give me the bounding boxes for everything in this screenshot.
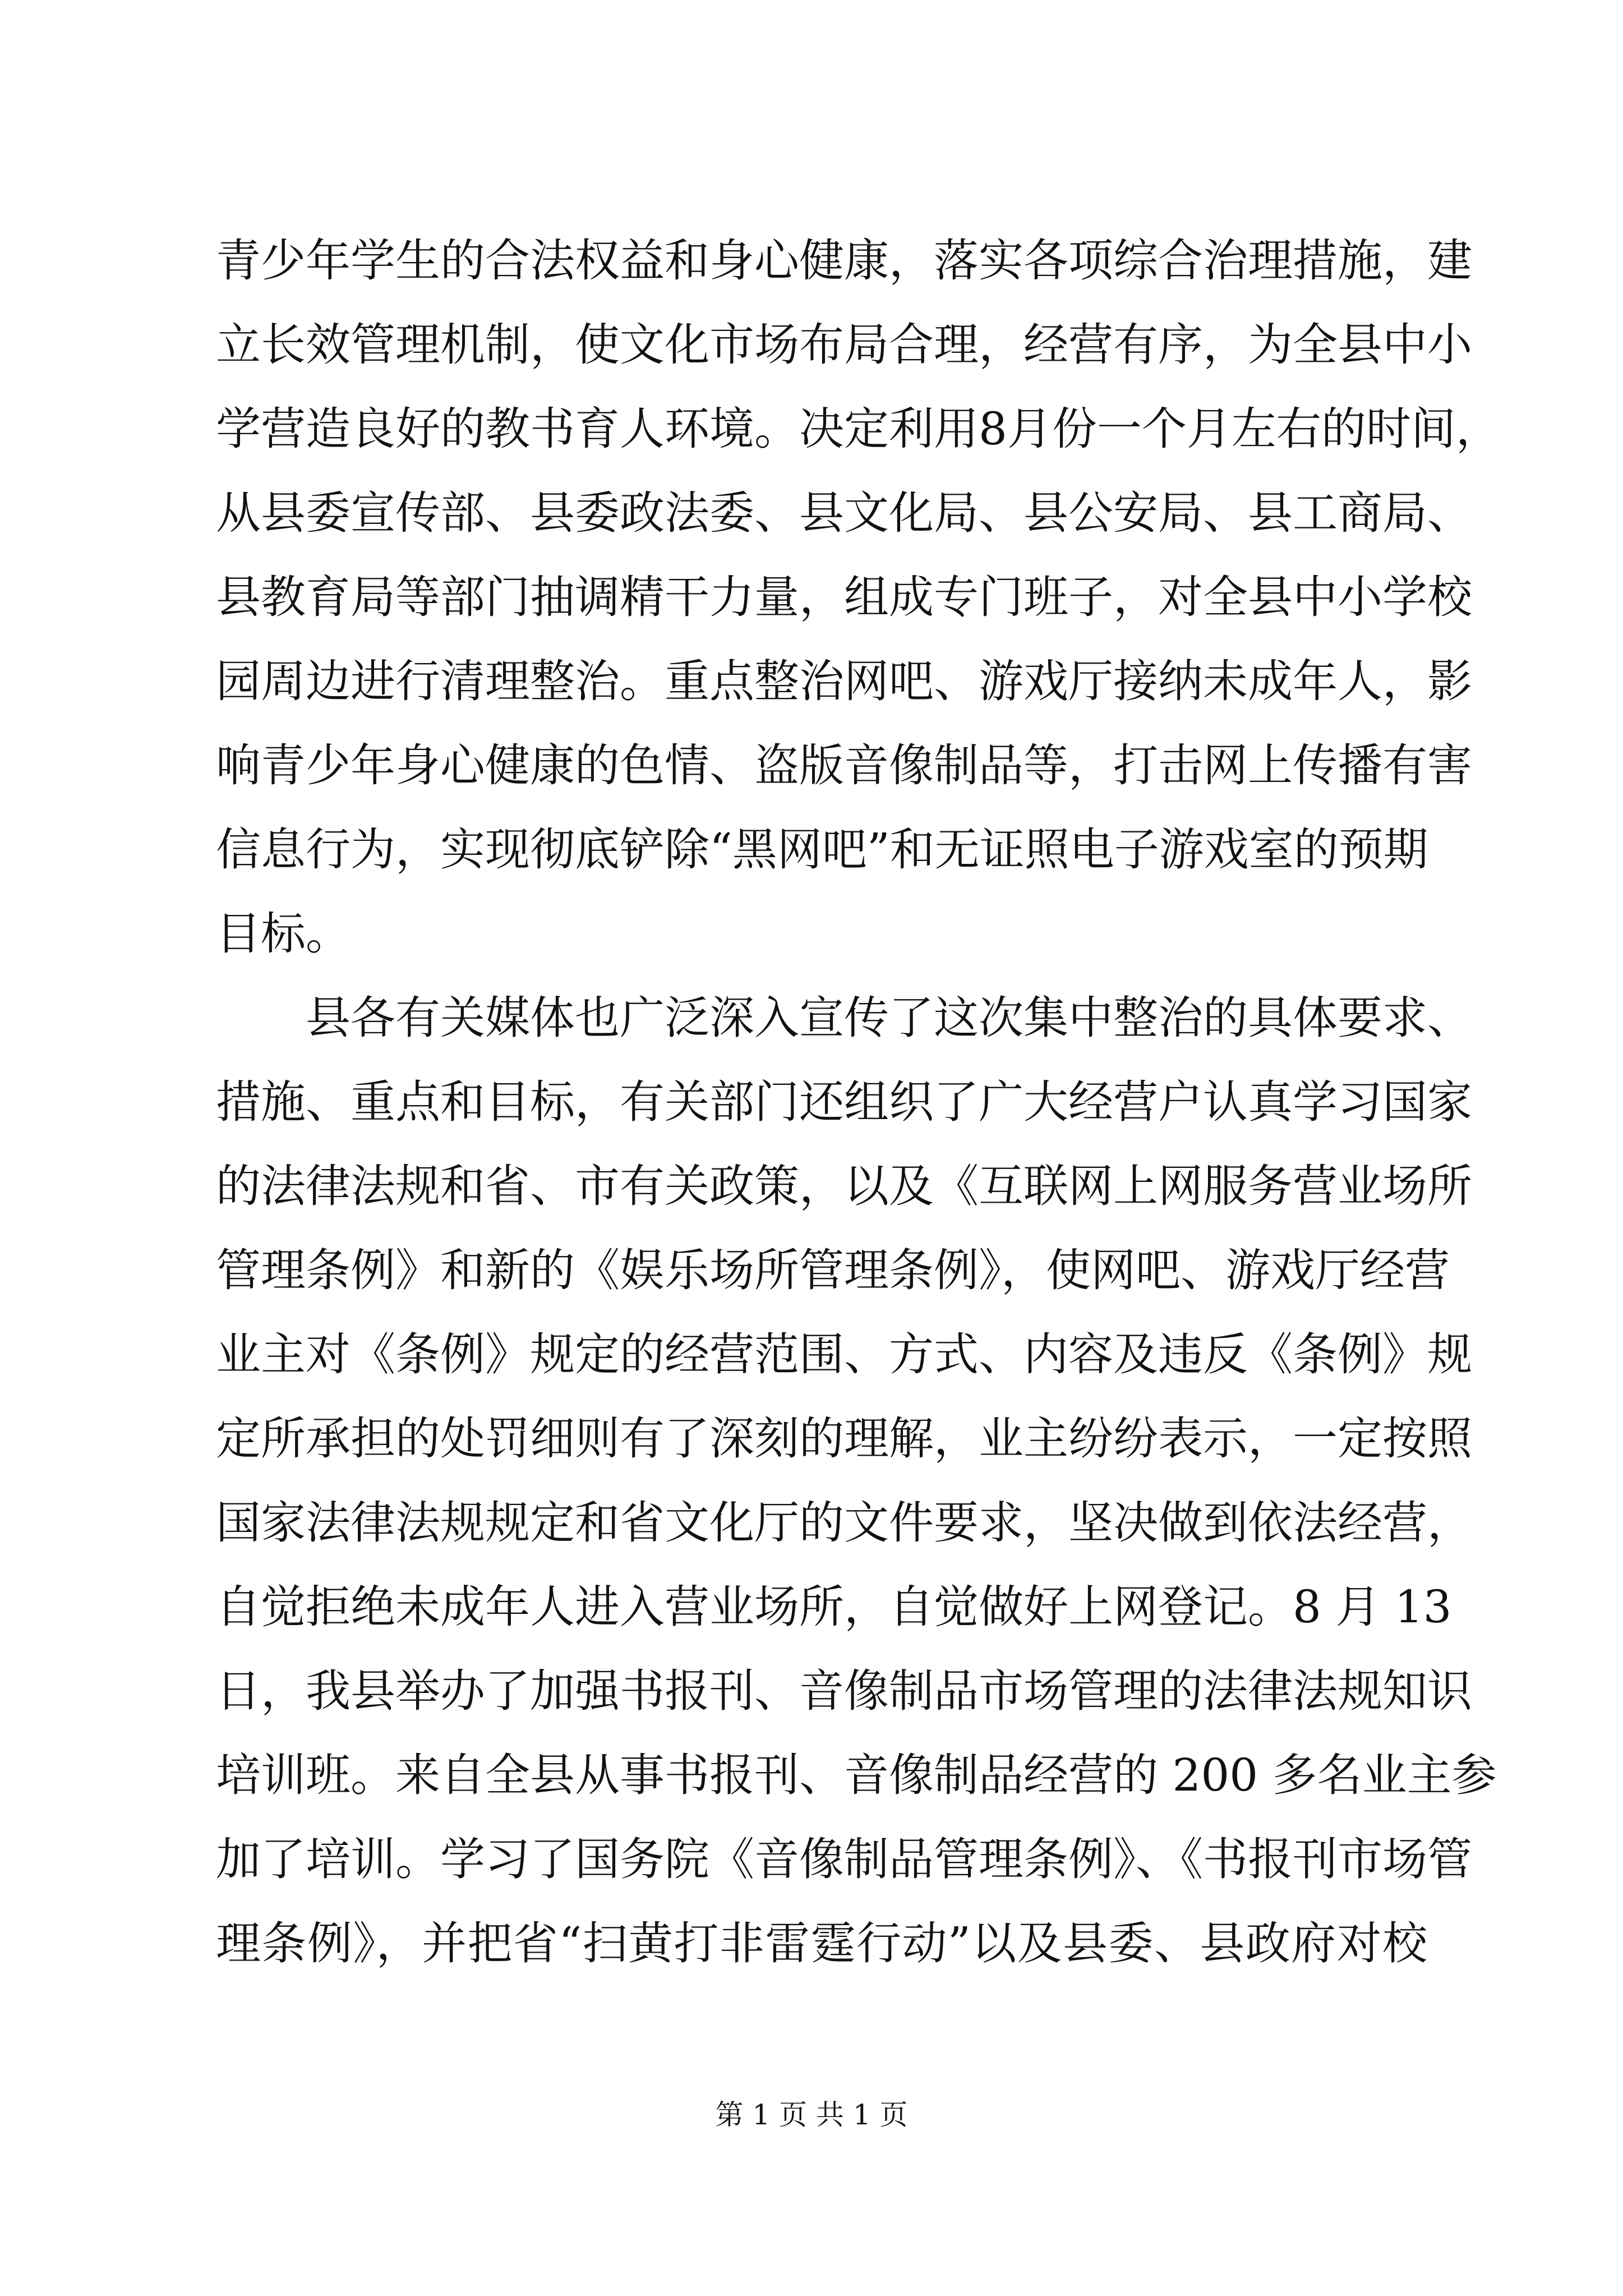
text-line: 青少年学生的合法权益和身心健康，落实各项综合治理措施，建 <box>216 234 1472 287</box>
text-line: 县教育局等部门抽调精干力量，组成专门班子，对全县中小学校 <box>216 571 1472 623</box>
text-line: 信息行为，实现彻底铲除“黑网吧”和无证照电子游戏室的预期 <box>216 823 1428 876</box>
text-line: 县各有关媒体也广泛深入宣传了这次集中整治的具体要求、 <box>306 992 1472 1044</box>
text-line: 培训班。来自全县从事书报刊、音像制品经营的 200 多名业主参 <box>216 1749 1497 1801</box>
text-line: 立长效管理机制，使文化市场布局合理，经营有序，为全县中小 <box>216 319 1472 371</box>
text-line: 响青少年身心健康的色情、盗版音像制品等，打击网上传播有害 <box>216 739 1472 792</box>
text-line: 的法律法规和省、市有关政策，以及《互联网上网服务营业场所 <box>216 1160 1472 1212</box>
text-line: 措施、重点和目标，有关部门还组织了广大经营户认真学习国家 <box>216 1076 1472 1128</box>
text-line: 定所承担的处罚细则有了深刻的理解，业主纷纷表示，一定按照 <box>216 1412 1472 1465</box>
text-line: 管理条例》和新的《娱乐场所管理条例》，使网吧、游戏厅经营 <box>216 1244 1450 1296</box>
text-line: 自觉拒绝未成年人进入营业场所，自觉做好上网登记。8 月 13 <box>216 1581 1452 1633</box>
text-line: 业主对《条例》规定的经营范围、方式、内容及违反《条例》规 <box>216 1328 1472 1381</box>
page-number-label: 第 1 页 共 1 页 <box>715 2099 908 2131</box>
text-line: 理条例》，并把省“扫黄打非雷霆行动”以及县委、县政府对校 <box>216 1917 1427 1970</box>
text-line: 学营造良好的教书育人环境。决定利用8月份一个月左右的时间， <box>216 403 1501 455</box>
document-body <box>216 219 1501 1986</box>
text-line: 从县委宣传部、县委政法委、县文化局、县公安局、县工商局、 <box>216 487 1472 539</box>
page-footer <box>0 2095 1623 2134</box>
text-line: 目标。 <box>216 908 351 960</box>
text-line: 日，我县举办了加强书报刊、音像制品市场管理的法律法规知识 <box>216 1665 1472 1717</box>
text-line: 国家法律法规规定和省文化厅的文件要求，坚决做到依法经营， <box>216 1497 1472 1549</box>
text-line: 园周边进行清理整治。重点整治网吧、游戏厅接纳未成年人，影 <box>216 655 1472 707</box>
text-line: 加了培训。学习了国务院《音像制品管理条例》、《书报刊市场管 <box>216 1833 1472 1885</box>
